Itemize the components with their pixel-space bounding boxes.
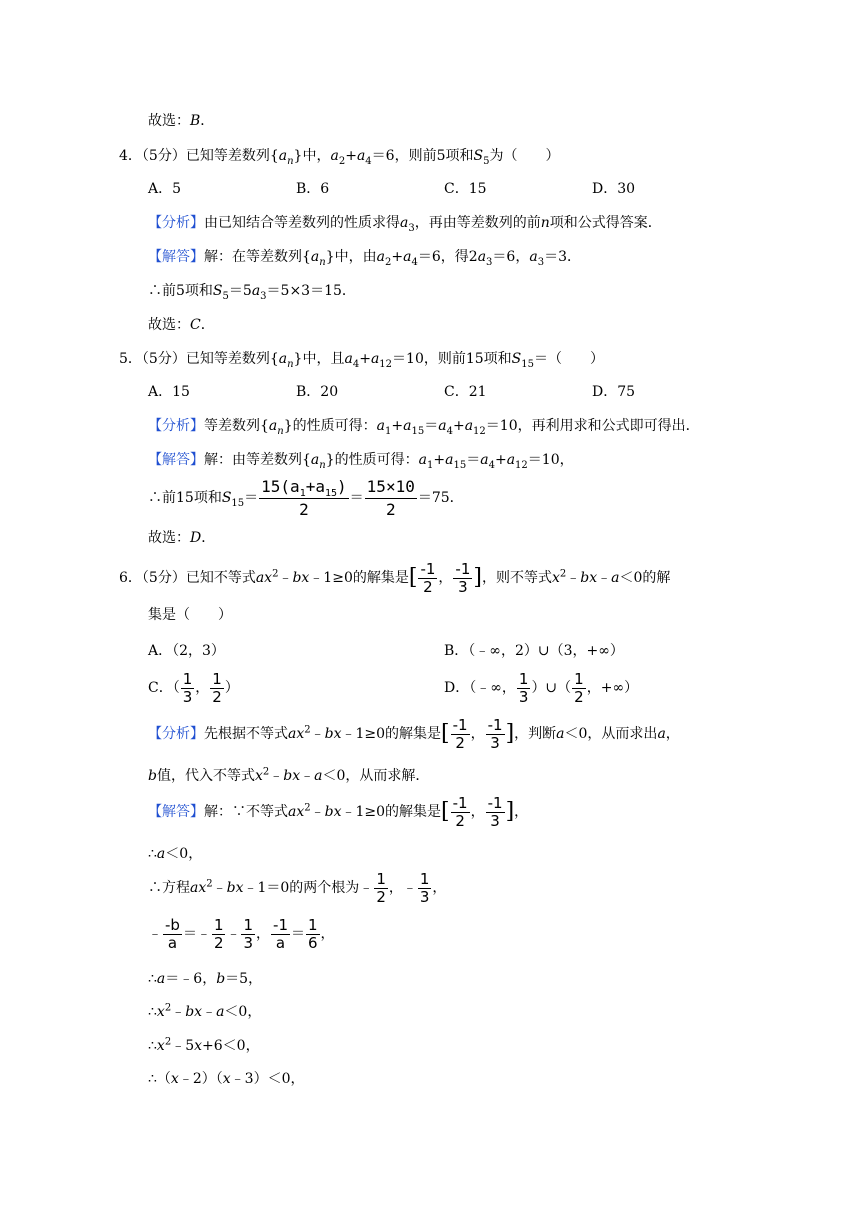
q4-option-d: D．30 xyxy=(592,181,636,197)
value-fraction: $\frac{15\times 10}{2}$ xyxy=(366,476,415,519)
q5-solution-2: ∴前15项和$S_{15}=$ $\frac{15(a_1+a_{15})}{2}$ ＝ $\frac{15\times 10}{2}$ ＝75． xyxy=(148,476,464,519)
q6-solution-1: 【解答】解：∵不等式$ax^2﹣bx﹣1\ge 0$的解集是[ $\frac{-1}{2}$ ， $\frac{-1}{3}$ ]， xyxy=(148,793,529,830)
q6-solution-4: ﹣ $\frac{-b}{a}$ ＝﹣ $\frac{1}{2}$ ﹣ $\frac{1}{3}$ ， $\frac{-1}{a}$ ＝ $\frac{1}{6}$ ， xyxy=(148,915,335,952)
question-6-stem-1: 6．（5分）已知不等式$ax^2﹣bx﹣1\ge 0$的解集是[ $\frac{-1}{2}$ ， $\frac{-1}{3}$ ]，则不等式$x^2﹣bx﹣a<0$的解 xyxy=(119,559,671,596)
q5-option-c: C．21 xyxy=(444,384,487,400)
q6-option-a: A．（2，3） xyxy=(148,643,225,659)
solution-tag: 【解答】 xyxy=(148,452,204,468)
q4-option-a: A．5 xyxy=(148,181,182,197)
q6-solution-5: ∴a＝﹣6，b＝5， xyxy=(148,971,263,987)
q6-option-b: B．（﹣∞，2）∪（3，+∞） xyxy=(444,643,624,659)
q6-solution-8: ∴（x﹣2）（x﹣3）＜0， xyxy=(148,1071,305,1087)
q6-analysis-2: b值，代入不等式$x^2﹣bx﹣a<0$，从而求解． xyxy=(148,766,430,784)
analysis-tag: 【分析】 xyxy=(148,726,204,742)
q5-option-d: D．75 xyxy=(592,384,636,400)
q4-solution-2: ∴前5项和$S_5=5a_3=5\times 3=15$． xyxy=(148,283,356,302)
q4-solution-1: 【解答】解：在等差数列$\{a_n\}$中，由$a_2+a_4=6$，得$2a_3=6$，$a_3=3$． xyxy=(148,249,581,268)
q6-solution-6: $\therefore x^2﹣bx﹣a<0$， xyxy=(148,1002,262,1020)
q4-option-b: B．6 xyxy=(296,181,330,197)
q6-analysis-1: 【分析】先根据不等式$ax^2﹣bx﹣1\ge 0$的解集是[ $\frac{-1}{2}$ ， $\frac{-1}{3}$ ]，判断a＜0，从而求出a， xyxy=(148,715,680,752)
q6-solution-2: ∴a＜0， xyxy=(148,846,203,862)
q5-option-b: B．20 xyxy=(296,384,339,400)
q6-solution-7: $\therefore x^2﹣5x+6<0$， xyxy=(148,1036,260,1054)
solution-tag: 【解答】 xyxy=(148,804,204,820)
q4-solution-3: 故选：C． xyxy=(148,317,215,333)
q6-option-d: D．（﹣∞， $\frac{1}{3}$ ）∪（ $\frac{1}{2}$ ，+∞） xyxy=(444,669,639,706)
q5-option-a: A．15 xyxy=(148,384,190,400)
analysis-tag: 【分析】 xyxy=(148,418,204,434)
sum-fraction: $\frac{15(a_1+a_{15})}{2}$ xyxy=(261,476,347,519)
q4-option-c: C．15 xyxy=(444,181,487,197)
q5-solution-1: 【解答】解：由等差数列$\{a_n\}$的性质可得：$a_1+a_{15}=a_4+a_{12}=10$， xyxy=(148,452,574,471)
analysis-tag: 【分析】 xyxy=(148,215,204,231)
q6-solution-3: ∴方程$ax^2﹣bx﹣1=0$的两个根为﹣ $\frac{1}{2}$ ，﹣ $\frac{1}{3}$ ， xyxy=(148,869,447,906)
q5-solution-3: 故选：D． xyxy=(148,530,216,546)
q6-option-c: C．（ $\frac{1}{3}$ ， $\frac{1}{2}$ ） xyxy=(148,669,239,706)
q5-analysis: 【分析】等差数列$\{a_n\}$的性质可得：$a_1+a_{15}=a_4+a_{12}=10$，再利用求和公式即可得出． xyxy=(148,418,700,437)
question-5-stem: 5．（5分）已知等差数列$\{a_n\}$中，且$a_4+a_{12}=10$，则前15项和$S_{15}=$（ ） xyxy=(119,351,604,370)
solution-tag: 【解答】 xyxy=(148,249,204,265)
q4-analysis: 【分析】由已知结合等差数列的性质求得$a_3$，再由等差数列的前n项和公式得答案． xyxy=(148,215,662,234)
question-6-stem-2: 集是（ ） xyxy=(148,607,232,623)
prev-answer-line: 故选：B． xyxy=(148,113,215,129)
question-4-stem: 4．（5分）已知等差数列$\{a_n\}$中，$a_2+a_4=6$，则前5项和$S_5$为（ ） xyxy=(119,148,560,167)
